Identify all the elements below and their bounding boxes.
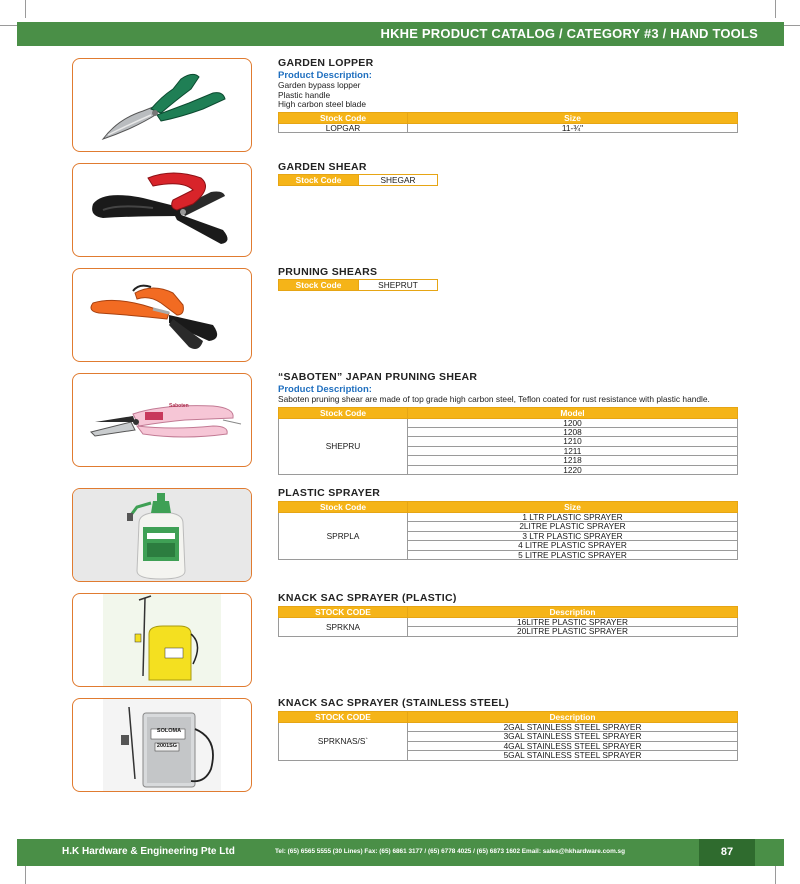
stock-code-table [278,279,438,291]
column-header: Size [408,502,738,513]
product-description: Saboten pruning shear are made of top grade high carbon steel, Teflon coated for rust resistance with plastic handle. [278,394,710,404]
stock-code: SHEGAR [359,175,438,186]
product-image-plastic-sprayer [72,488,252,582]
product-description-heading: Product Description: [278,384,372,395]
product-image-knack-sac-steel [72,698,252,792]
description-value: 3GAL STAINLESS STEEL SPRAYER [408,732,738,741]
crop-mark [782,25,800,26]
product-image-knack-sac-plastic [72,593,252,687]
product-title: KNACK SAC SPRAYER (STAINLESS STEEL) [278,697,510,709]
page-number-box [699,839,755,866]
product-title: KNACK SAC SPRAYER (PLASTIC) [278,592,457,604]
footer-bar [17,839,784,866]
contact-info: Tel: (65) 6565 5555 (30 Lines) Fax: (65) 6861 3177 / (65) 6778 4025 / (65) 6873 1602 Email: sales@hkhardware.com.sg [275,848,625,855]
model-value: 1200 [408,418,738,427]
product-pruning-shears [278,266,738,291]
crop-mark [0,25,18,26]
model-value: 1210 [408,437,738,446]
product-garden-lopper [278,57,738,133]
saboten-shear-icon [73,374,251,466]
model-value: 1211 [408,446,738,455]
page-title: HKHE PRODUCT CATALOG / CATEGORY #3 / HAND TOOLS [380,26,758,41]
product-image-pruning-shears [72,268,252,362]
product-image-garden-lopper [72,58,252,152]
crop-mark [25,0,26,18]
product-image-garden-shear [72,163,252,257]
page-number: 87 [720,846,734,858]
stock-code-table [278,174,438,186]
sprayer-brand-label: SOLOMA [156,728,182,734]
column-header: Description [408,712,738,723]
stock-code: LOPGAR [279,123,408,132]
pruning-shears-icon [73,269,251,361]
column-header: Stock Code [279,502,408,513]
stock-code: SPRKNAS/S` [279,723,408,761]
product-knack-sac-steel [278,697,738,761]
product-knack-sac-plastic [278,592,738,637]
column-header: Stock Code [279,280,359,291]
crop-mark [775,866,776,884]
header-bar [17,22,784,46]
size-value: 5 LITRE PLASTIC SPRAYER [408,550,738,559]
column-header: STOCK CODE [279,712,408,723]
description-value: 4GAL STAINLESS STEEL SPRAYER [408,741,738,750]
scissors-icon [73,164,251,256]
product-title: PRUNING SHEARS [278,266,378,278]
product-image-saboten-shear [72,373,252,467]
model-value: 1218 [408,456,738,465]
sprayer-model-label: 2001SG [156,743,178,749]
column-header: Stock Code [279,175,359,186]
product-description-heading: Product Description: [278,70,372,81]
spec-table [278,711,738,761]
lopper-icon [73,59,251,151]
description-value: 16LITRE PLASTIC SPRAYER [408,618,738,627]
product-title: “SABOTEN” JAPAN PRUNING SHEAR [278,371,478,383]
spec-table [278,501,738,560]
product-description-line: High carbon steel blade [278,99,366,110]
spec-table [278,112,738,133]
product-title: GARDEN LOPPER [278,57,374,69]
sprayer-bottle-icon [73,489,251,581]
description-value: 20LITRE PLASTIC SPRAYER [408,627,738,636]
company-name: H.K Hardware & Engineering Pte Ltd [62,846,235,857]
description-value: 2GAL STAINLESS STEEL SPRAYER [408,723,738,732]
spec-table [278,407,738,475]
crop-mark [25,866,26,884]
product-title: GARDEN SHEAR [278,161,367,173]
column-header: Stock Code [279,112,408,123]
product-description-line: Garden bypass lopper [278,80,361,90]
size-value: 3 LTR PLASTIC SPRAYER [408,531,738,540]
backpack-sprayer-icon [73,594,251,686]
size-value: 1 LTR PLASTIC SPRAYER [408,513,738,522]
stock-code: SHEPRU [279,418,408,474]
product-title: PLASTIC SPRAYER [278,487,381,499]
model-value: 1220 [408,465,738,474]
product-plastic-sprayer [278,487,738,560]
column-header: Stock Code [279,407,408,418]
model-value: 1208 [408,428,738,437]
column-header: Description [408,607,738,618]
size-value: 4 LITRE PLASTIC SPRAYER [408,541,738,550]
column-header: STOCK CODE [279,607,408,618]
description-value: 5GAL STAINLESS STEEL SPRAYER [408,751,738,760]
product-description-line: Plastic handle [278,89,331,100]
column-header: Size [408,112,738,123]
size-value: 11-¾" [408,123,738,132]
product-garden-shear [278,161,738,186]
spec-table [278,606,738,637]
crop-mark [775,0,776,18]
product-saboten-shear [278,371,738,475]
saboten-brand-mark: Saboten [169,403,189,409]
stock-code: SPRKNA [279,618,408,637]
column-header: Model [408,407,738,418]
stock-code: SHEPRUT [359,280,438,291]
size-value: 2LITRE PLASTIC SPRAYER [408,522,738,531]
stock-code: SPRPLA [279,513,408,560]
